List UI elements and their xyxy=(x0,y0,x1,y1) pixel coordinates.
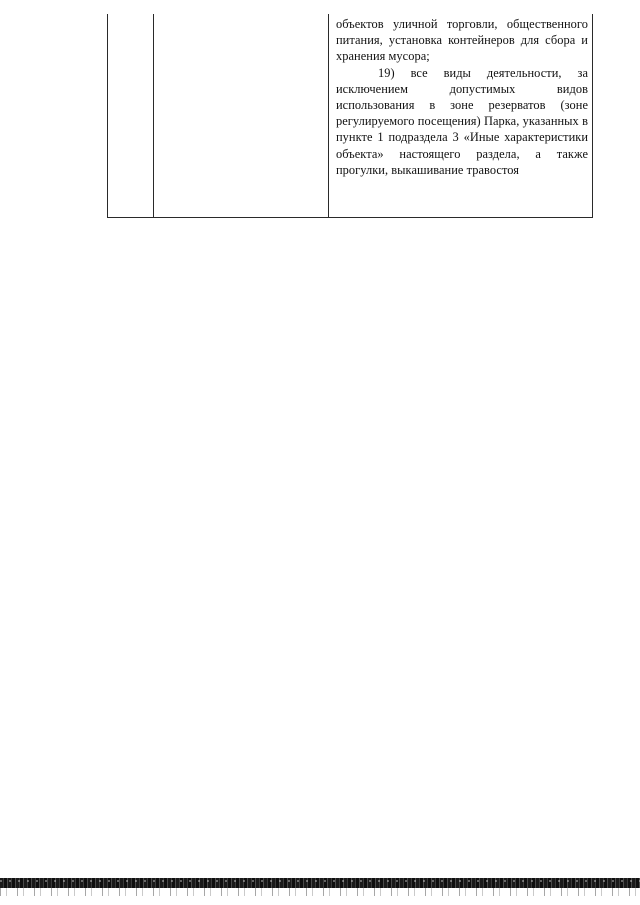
cell-paragraph-continuation: объектов уличной торговли, общественного питания, установка контейнеров для сбора и хранения мусора; xyxy=(336,17,588,64)
cell-paragraph-item-19: 19) все виды деятельности, за исключением допустимых видов использования в зоне резерватов (зоне регулируемого посещения) Парка, указанных в пункте 1 подраздела 3 «Иные характеристики объекта» настоящего раздела, а также прогулки, выкашивание травостоя xyxy=(336,65,588,177)
table-cell-prohibited-activities xyxy=(329,14,592,217)
scan-artifact-band xyxy=(0,878,640,888)
regulations-table xyxy=(107,14,593,218)
scan-artifact-speckle xyxy=(0,888,640,896)
table-cell-number xyxy=(108,14,154,217)
table-cell-zone xyxy=(154,14,329,217)
